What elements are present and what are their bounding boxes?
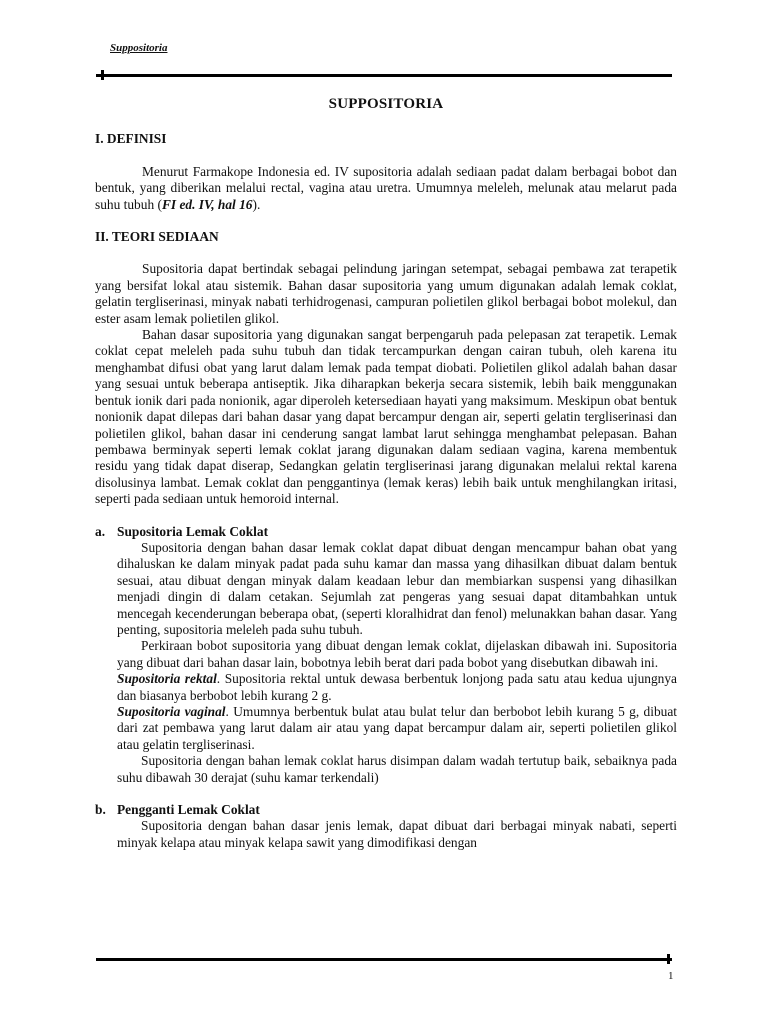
- paragraph-definisi: [95, 164, 677, 213]
- paragraph-definisi-text: Menurut Farmakope Indonesia ed. IV supositoria adalah sediaan padat dalam berbagai bobot dan bentuk, yang diberikan melalui rectal, vagina atau uretra. Umumnya meleleh, melunak atau melarut pada suhu tubuh (: [95, 163, 677, 212]
- subsection-title: Supositoria Lemak Coklat: [117, 523, 269, 539]
- document-body: [95, 96, 677, 851]
- footer-rule-tick: [667, 954, 670, 964]
- subsection-marker: a.: [95, 523, 106, 539]
- footer-rule: [96, 958, 672, 961]
- reference-citation: FI ed. IV, hal 16: [161, 196, 253, 212]
- subsection-title: Pengganti Lemak Coklat: [117, 802, 260, 818]
- document-title: SUPPOSITORIA: [328, 96, 444, 112]
- paragraph-lemak-coklat-2: Perkiraan bobot supositoria yang dibuat dengan lemak coklat, dijelaskan dibawah ini. Supositoria yang dibuat dari bahan dasar lain, bobotnya lebih berat dari pada bobot yang disebutkan dibawah ini.: [117, 638, 677, 670]
- paragraph-vaginal-text: . Umumnya berbentuk bulat atau bulat telur dan berbobot lebih kurang 5 g, dibuat dari zat pembawa yang larut dalam air atau yang dapat bercampur dalam air, seperti polietilen glikol atau gelatin tergliserinasi.: [117, 704, 677, 752]
- paragraph-definisi-end: ).: [252, 196, 261, 212]
- subsection-body-lemak-coklat: [95, 540, 677, 786]
- term-vaginal: Supositoria vaginal: [117, 704, 226, 719]
- section-heading-teori: II. TEORI SEDIAAN: [95, 229, 219, 245]
- page-number: 1: [668, 970, 674, 982]
- term-rektal: Supositoria rektal: [117, 671, 217, 687]
- subsection-marker: b.: [95, 802, 106, 818]
- subsection-body-pengganti: [95, 818, 677, 851]
- running-header-title: Suppositoria: [110, 42, 168, 54]
- paragraph-rektal-text: . Supositoria rektal untuk dewasa berbentuk lonjong pada satu atau kedua ujungnya dan biasanya berbobot lebih kurang 2 g.: [117, 671, 678, 703]
- subsection-heading-pengganti: [95, 802, 677, 818]
- paragraph-teori-1: Supositoria dapat bertindak sebagai pelindung jaringan setempat, sebagai pembawa zat terapetik yang bersifat lokal atau sistemik. Bahan dasar supositoria yang umum digunakan adalah lemak coklat, gelatin tergliserinasi, minyak nabati terhidrogenasi, campuran polietilen glikol berbagai bobot molekul, dan ester asam lemak polietilen glikol.: [95, 261, 677, 326]
- paragraph-pengganti-1: Supositoria dengan bahan dasar jenis lemak, dapat dibuat dari berbagai minyak nabati, seperti minyak kelapa atau minyak kelapa sawit yang dimodifikasi dengan: [117, 818, 677, 850]
- paragraph-vaginal: [117, 704, 677, 753]
- paragraph-lemak-coklat-1: Supositoria dengan bahan dasar lemak coklat dapat dibuat dengan mencampur bahan obat yang dihaluskan ke dalam minyak padat pada suhu kamar dan massa yang dihasilkan dibuat dalam bentuk sesuai, atau dibuat dengan minyak dalam keadaan lebur dan membiarkan suspensi yang dihasilkan menjadi dingin di dalam cetakan. Sejumlah zat pengeras yang sesuai dapat ditambahkan untuk mencegah kecenderungan beberapa obat, (seperti kloralhidrat dan fenol) melunakkan bahan dasar. Yang penting, supositoria meleleh pada suhu tubuh.: [117, 539, 677, 637]
- paragraph-teori-2: Bahan dasar supositoria yang digunakan sangat berpengaruh pada pelepasan zat terapetik. Lemak coklat cepat meleleh pada suhu tubuh dan tidak tercampurkan dengan cairan tubuh, oleh karena itu menghambat difusi obat yang larut dalam lemak pada tempat diobati. Polietilen glikol adalah bahan dasar yang sesuai untuk beberapa antiseptik. Jika diharapkan bekerja secara sistemik, lebih baik menggunakan bentuk ionik dari pada nonionik, agar diperoleh ketersediaan hayati yang maksimum. Meskipun obat bentuk nonionik dapat dilepas dari bahan dasar yang dapat bercampur dengan air, seperti gelatin tergliserinasi dan polietilen glikol, bahan dasar ini cenderung sangat lambat larut sehingga menghambat pelepasan. Bahan pembawa berminyak seperti lemak coklat jarang digunakan dalam sediaan vagina, karena membentuk residu yang tidak dapat diserap, Sedangkan gelatin tergliserinasi jarang digunakan melalui rektal karena disolusinya lambat. Lemak coklat dan penggantinya (lemak keras) lebih baik untuk menghilangkan iritasi, seperti pada sediaan untuk hemoroid internal.: [95, 327, 677, 507]
- paragraph-lemak-coklat-3: Supositoria dengan bahan lemak coklat harus disimpan dalam wadah tertutup baik, sebaiknya pada suhu dibawah 30 derajat (suhu kamar terkendali): [117, 753, 677, 785]
- section-heading-definisi: I. DEFINISI: [95, 131, 167, 147]
- header-rule-tick: [101, 70, 104, 80]
- header-rule: [96, 74, 672, 77]
- paragraph-rektal: [117, 671, 677, 704]
- subsection-heading-lemak-coklat: [95, 524, 677, 540]
